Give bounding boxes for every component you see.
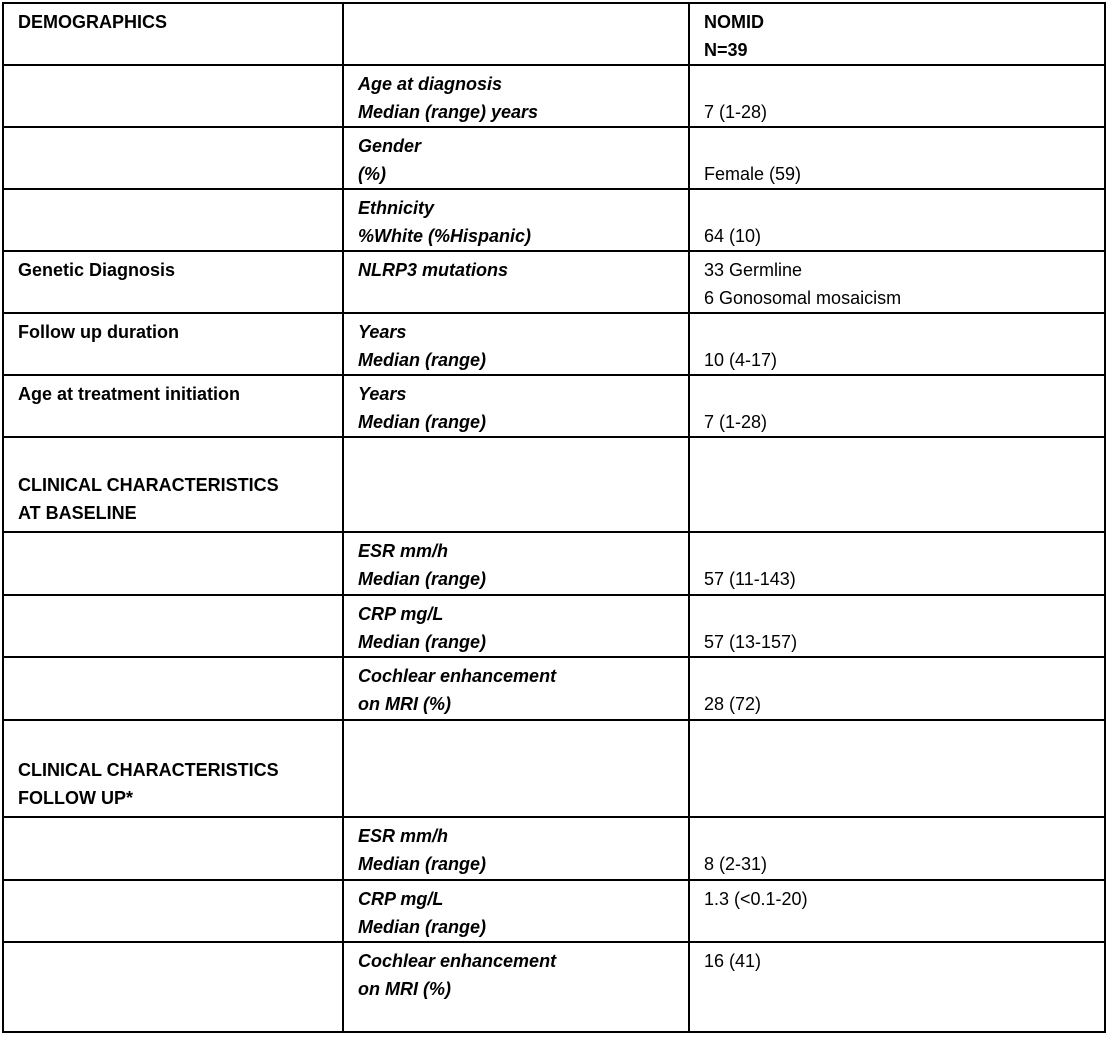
empty-cell bbox=[343, 3, 689, 65]
value-cell bbox=[689, 942, 1105, 1032]
value-line bbox=[704, 913, 1096, 941]
parameter-line: CRP mg/L bbox=[358, 889, 444, 909]
value-line: 10 (4-17) bbox=[704, 350, 778, 370]
parameter-line: Median (range) bbox=[358, 569, 487, 589]
table-row bbox=[3, 127, 1105, 189]
row-label: Age at treatment initiation bbox=[3, 375, 343, 437]
parameter-line: Median (range) bbox=[358, 412, 487, 432]
section-line: CLINICAL CHARACTERISTICS bbox=[18, 760, 279, 780]
section-label bbox=[3, 720, 343, 817]
value-cell bbox=[689, 532, 1105, 595]
table-row bbox=[3, 189, 1105, 251]
row-label bbox=[3, 880, 343, 942]
section-line: FOLLOW UP* bbox=[18, 788, 133, 808]
demographics-table bbox=[2, 2, 1106, 1033]
parameter-line: Age at diagnosis bbox=[358, 74, 503, 94]
table-row bbox=[3, 313, 1105, 375]
parameter-line: ESR mm/h bbox=[358, 826, 449, 846]
parameter-cell bbox=[343, 657, 689, 720]
value-cell bbox=[689, 657, 1105, 720]
parameter-line: CRP mg/L bbox=[358, 604, 444, 624]
group-header bbox=[689, 3, 1105, 65]
parameter-line: Median (range) bbox=[358, 854, 487, 874]
row-label bbox=[3, 595, 343, 657]
value-cell bbox=[689, 375, 1105, 437]
row-label bbox=[3, 942, 343, 1032]
parameter-line: Median (range) bbox=[358, 632, 487, 652]
parameter-cell bbox=[343, 189, 689, 251]
parameter-cell bbox=[343, 880, 689, 942]
value-line bbox=[704, 662, 1096, 690]
value-line: 57 (11-143) bbox=[704, 569, 796, 589]
section-label bbox=[3, 437, 343, 532]
parameter-line: %White (%Hispanic) bbox=[358, 226, 532, 246]
parameter-line: Median (range) bbox=[358, 350, 487, 370]
row-label bbox=[3, 189, 343, 251]
section-header: DEMOGRAPHICS bbox=[3, 3, 343, 65]
empty-cell bbox=[343, 720, 689, 817]
parameter-cell bbox=[343, 375, 689, 437]
empty-cell bbox=[343, 437, 689, 532]
empty-cell bbox=[689, 437, 1105, 532]
value-line bbox=[704, 975, 1096, 1003]
value-line bbox=[704, 822, 1096, 850]
parameter-line: Median (range) years bbox=[358, 102, 539, 122]
parameter-line: Cochlear enhancement bbox=[358, 666, 557, 686]
table-row bbox=[3, 595, 1105, 657]
row-label bbox=[3, 657, 343, 720]
parameter-line: NLRP3 mutations bbox=[358, 260, 509, 280]
table-row bbox=[3, 251, 1105, 313]
parameter-cell bbox=[343, 251, 689, 313]
parameter-cell bbox=[343, 532, 689, 595]
section-row bbox=[3, 720, 1105, 817]
parameter-line: Median (range) bbox=[358, 917, 487, 937]
table-row bbox=[3, 657, 1105, 720]
value-line bbox=[704, 132, 1096, 160]
parameter-cell bbox=[343, 942, 689, 1032]
value-line: 64 (10) bbox=[704, 226, 762, 246]
section-row bbox=[3, 437, 1105, 532]
value-line: 16 (41) bbox=[704, 951, 762, 971]
value-line: 7 (1-28) bbox=[704, 102, 768, 122]
table-row bbox=[3, 942, 1105, 1032]
value-cell bbox=[689, 817, 1105, 880]
row-label: Genetic Diagnosis bbox=[3, 251, 343, 313]
section-line: AT BASELINE bbox=[18, 503, 137, 523]
parameter-line: Ethnicity bbox=[358, 198, 435, 218]
parameter-cell bbox=[343, 817, 689, 880]
group-name: NOMID bbox=[704, 12, 764, 32]
value-cell bbox=[689, 189, 1105, 251]
empty-cell bbox=[689, 720, 1105, 817]
table-row bbox=[3, 375, 1105, 437]
value-cell bbox=[689, 880, 1105, 942]
table-row bbox=[3, 880, 1105, 942]
row-label bbox=[3, 817, 343, 880]
value-line: 6 Gonosomal mosaicism bbox=[704, 288, 902, 308]
value-line: 28 (72) bbox=[704, 694, 762, 714]
parameter-line: Cochlear enhancement bbox=[358, 951, 557, 971]
section-line: CLINICAL CHARACTERISTICS bbox=[18, 475, 279, 495]
row-label bbox=[3, 127, 343, 189]
value-line: 33 Germline bbox=[704, 260, 803, 280]
header-row bbox=[3, 3, 1105, 65]
parameter-line: (%) bbox=[358, 164, 386, 184]
parameter-line: Gender bbox=[358, 136, 422, 156]
value-cell bbox=[689, 595, 1105, 657]
parameter-line: on MRI (%) bbox=[358, 694, 451, 714]
group-n: N=39 bbox=[704, 40, 748, 60]
row-label bbox=[3, 532, 343, 595]
value-line: Female (59) bbox=[704, 164, 802, 184]
value-line bbox=[704, 537, 1096, 565]
value-line bbox=[704, 318, 1096, 346]
parameter-cell bbox=[343, 127, 689, 189]
parameter-cell bbox=[343, 65, 689, 127]
value-line bbox=[704, 194, 1096, 222]
table-row bbox=[3, 817, 1105, 880]
value-line: 8 (2-31) bbox=[704, 854, 768, 874]
parameter-cell bbox=[343, 595, 689, 657]
row-label bbox=[3, 65, 343, 127]
value-line bbox=[704, 380, 1096, 408]
parameter-line bbox=[358, 284, 680, 312]
table-row bbox=[3, 65, 1105, 127]
value-cell bbox=[689, 65, 1105, 127]
parameter-line: ESR mm/h bbox=[358, 541, 449, 561]
parameter-cell bbox=[343, 313, 689, 375]
parameter-line: on MRI (%) bbox=[358, 979, 451, 999]
value-line: 7 (1-28) bbox=[704, 412, 768, 432]
value-line: 1.3 (<0.1-20) bbox=[704, 889, 808, 909]
value-line: 57 (13-157) bbox=[704, 632, 798, 652]
value-cell bbox=[689, 127, 1105, 189]
value-line bbox=[704, 600, 1096, 628]
parameter-line: Years bbox=[358, 322, 407, 342]
value-cell bbox=[689, 313, 1105, 375]
value-line bbox=[704, 70, 1096, 98]
value-cell bbox=[689, 251, 1105, 313]
row-label: Follow up duration bbox=[3, 313, 343, 375]
parameter-line: Years bbox=[358, 384, 407, 404]
table-row bbox=[3, 532, 1105, 595]
